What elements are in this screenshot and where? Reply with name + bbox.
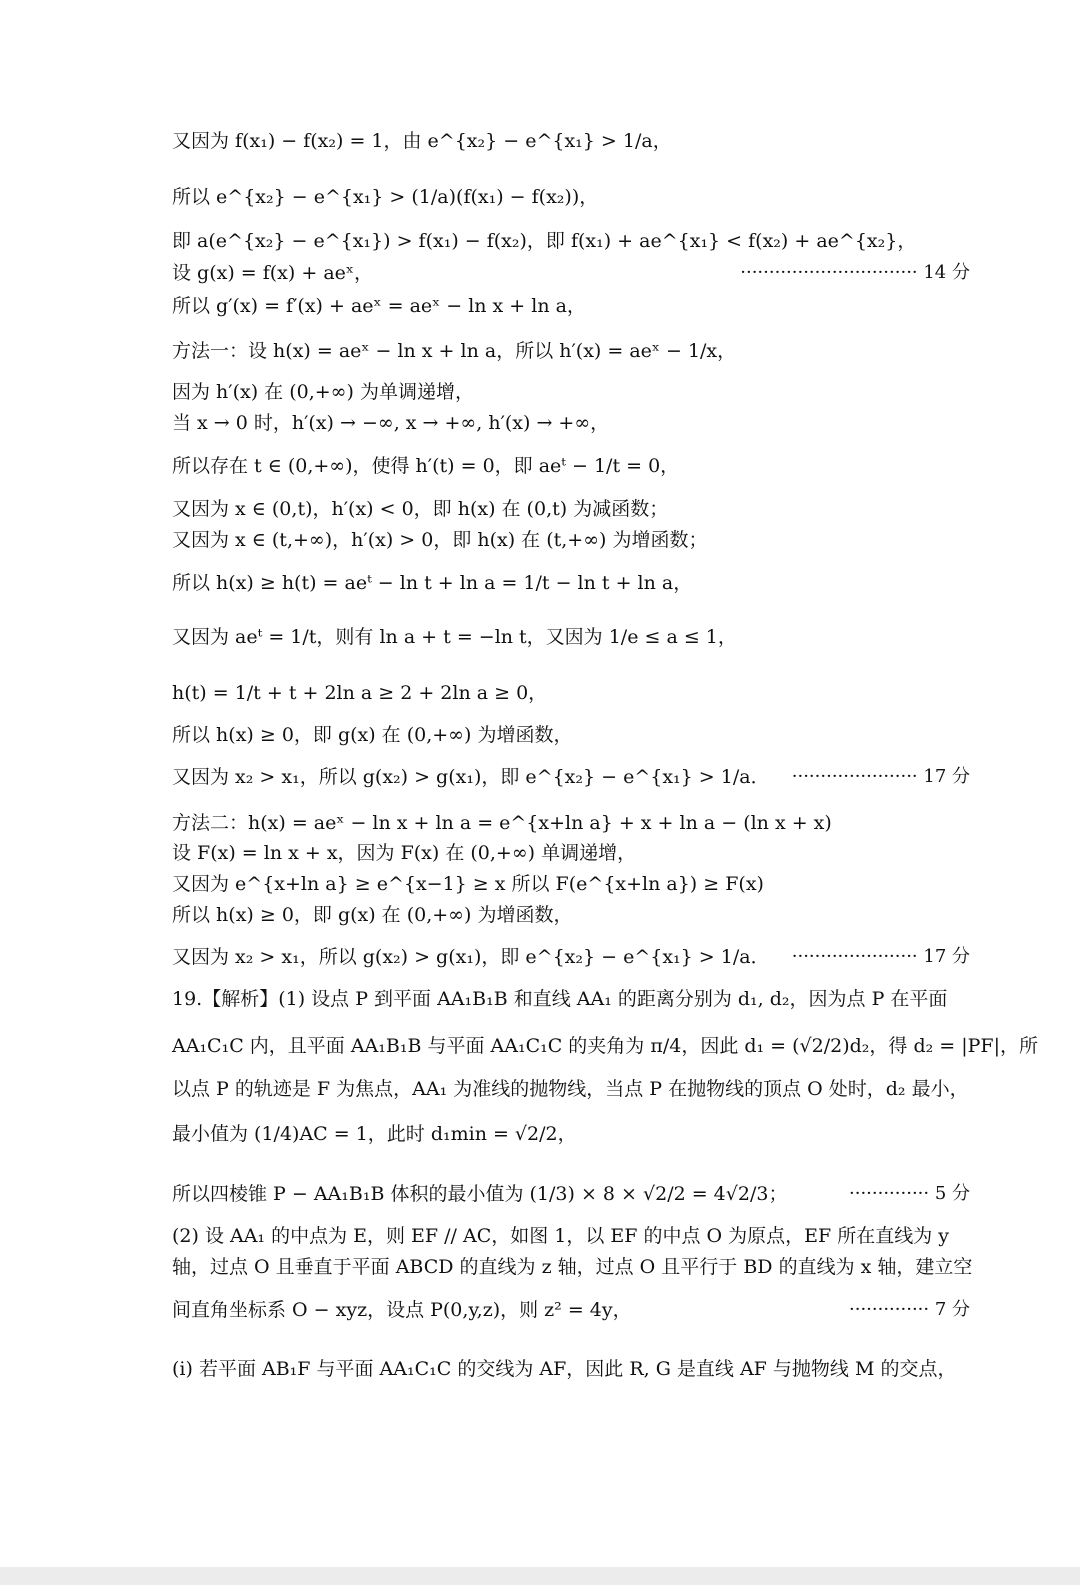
text-line: 间直角坐标系 O − xyz，设点 P(0,y,z)，则 z² = 4y， ·············· 7 分 [172,1299,970,1321]
text-line: 设 g(x) = f(x) + aeˣ， ······························· 14 分 [172,262,970,284]
text-line: 所以 h(x) ≥ h(t) = aeᵗ − ln t + ln a = 1/t − ln t + ln a， [172,572,693,594]
score-marker: ······················ 17 分 [791,946,970,967]
text-line: 所以 e^{x₂} − e^{x₁} > (1/a)(f(x₁) − f(x₂))， [172,186,599,208]
text-line: 轴，过点 O 且垂直于平面 ABCD 的直线为 z 轴，过点 O 且平行于 BD 的直线为 x 轴，建立空 [172,1256,973,1278]
page-bottom-edge [0,1567,1080,1585]
text-line: 又因为 f(x₁) − f(x₂) = 1，由 e^{x₂} − e^{x₁} > 1/a， [172,130,672,152]
score-marker: ·············· 7 分 [849,1299,970,1320]
text-line: (2) 设 AA₁ 的中点为 E，则 EF // AC，如图 1，以 EF 的中点 O 为原点，EF 所在直线为 y [172,1225,950,1247]
text-line: 当 x → 0 时，h′(x) → −∞, x → +∞, h′(x) → +∞， [172,412,610,434]
score-marker: ·············· 5 分 [849,1183,970,1204]
text-line: 方法二：h(x) = aeˣ − ln x + ln a = e^{x+ln a} + x + ln a − (ln x + x) [172,812,832,834]
text-line: 所以 g′(x) = f′(x) + aeˣ = aeˣ − ln x + ln a， [172,295,586,317]
text-line: h(t) = 1/t + t + 2ln a ≥ 2 + 2ln a ≥ 0， [172,682,548,704]
text-line: 所以存在 t ∈ (0,+∞)，使得 h′(t) = 0，即 aeᵗ − 1/t = 0， [172,455,680,477]
text-line: 所以 h(x) ≥ 0，即 g(x) 在 (0,+∞) 为增函数， [172,904,573,926]
text-line: 所以 h(x) ≥ 0，即 g(x) 在 (0,+∞) 为增函数， [172,724,573,746]
text-line: 又因为 x₂ > x₁，所以 g(x₂) > g(x₁)，即 e^{x₂} − e^{x₁} > 1/a． ······················ 17 分 [172,766,970,788]
text-line: 又因为 x ∈ (0,t)，h′(x) < 0，即 h(x) 在 (0,t) 为减函数； [172,498,669,520]
text-line: (i) 若平面 AB₁F 与平面 AA₁C₁C 的交线为 AF，因此 R, G 是直线 AF 与抛物线 M 的交点， [172,1358,957,1380]
text-line: 又因为 aeᵗ = 1/t，则有 ln a + t = −ln t，又因为 1/e ≤ a ≤ 1， [172,626,737,648]
section-19-heading: 19.【解析】(1) 设点 P 到平面 AA₁B₁B 和直线 AA₁ 的距离分别为 d₁, d₂，因为点 P 在平面 [172,988,948,1010]
text-line: 以点 P 的轨迹是 F 为焦点，AA₁ 为准线的抛物线，当点 P 在抛物线的顶点 O 处时，d₂ 最小， [172,1078,969,1100]
text-line: 因为 h′(x) 在 (0,+∞) 为单调递增， [172,381,474,403]
text-line: 又因为 x ∈ (t,+∞)，h′(x) > 0，即 h(x) 在 (t,+∞) 为增函数； [172,529,708,551]
text-line: 所以四棱锥 P − AA₁B₁B 体积的最小值为 (1/3) × 8 × √2/2 = 4√2/3； ·············· 5 分 [172,1183,970,1205]
score-marker: ······························· 14 分 [740,262,970,283]
text-line: 即 a(e^{x₂} − e^{x₁}) > f(x₁) − f(x₂)，即 f(x₁) + ae^{x₁} < f(x₂) + ae^{x₂}， [172,230,917,252]
text-line: 又因为 x₂ > x₁，所以 g(x₂) > g(x₁)，即 e^{x₂} − e^{x₁} > 1/a． ······················ 17 分 [172,946,970,968]
text-line: 最小值为 (1/4)AC = 1，此时 d₁min = √2/2， [172,1123,577,1145]
score-marker: ······················ 17 分 [791,766,970,787]
text-line: AA₁C₁C 内，且平面 AA₁B₁B 与平面 AA₁C₁C 的夹角为 π/4，因此 d₁ = (√2/2)d₂，得 d₂ = |PF|，所 [172,1035,1039,1057]
text-line: 设 F(x) = ln x + x，因为 F(x) 在 (0,+∞) 单调递增， [172,842,637,864]
text-line: 方法一：设 h(x) = aeˣ − ln x + ln a，所以 h′(x) = aeˣ − 1/x， [172,340,737,362]
text-line: 又因为 e^{x+ln a} ≥ e^{x−1} ≥ x 所以 F(e^{x+ln a}) ≥ F(x) [172,873,764,895]
